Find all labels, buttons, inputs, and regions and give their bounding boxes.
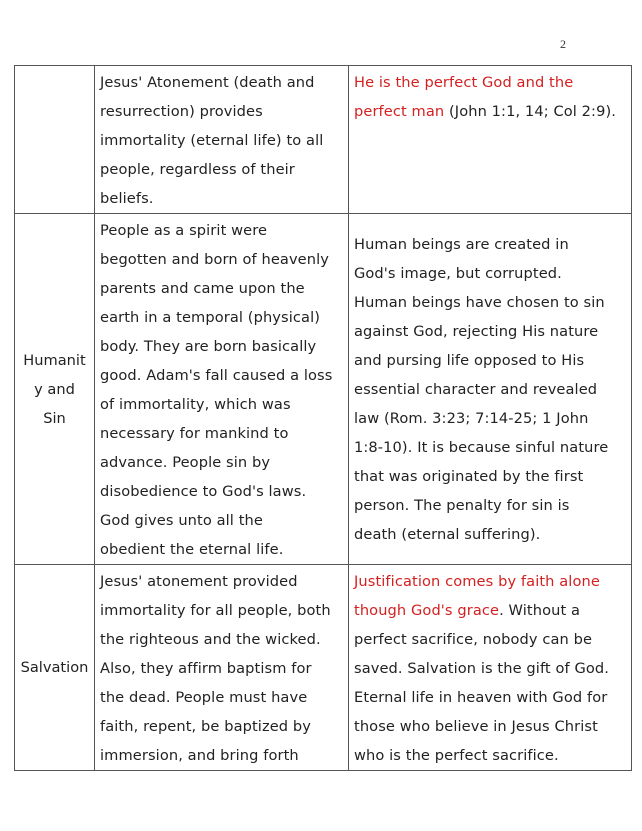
text-line: Human beings have chosen to sin [354,294,605,311]
category-label: Sin [43,409,66,427]
text-line: body. They are born basically [100,338,317,355]
text-line: people, regardless of their [100,161,295,178]
text-line: perfect sacrifice, nobody can be [354,631,593,648]
text-line: advance. People sin by [100,454,271,471]
highlighted-text: He is the perfect God and the [354,74,574,91]
text-line: person. The penalty for sin is [354,497,570,514]
text-line: People as a spirit were [100,222,268,239]
table-row-salvation [15,565,632,771]
text-line: begotten and born of heavenly [100,251,329,268]
category-cell-empty [15,66,95,214]
text-line: obedient the eternal life. [100,541,284,558]
text-line: who is the perfect sacrifice. [354,747,559,764]
christian-belief-cell [349,214,632,565]
text-line: faith, repent, be baptized by [100,718,312,735]
text-line: immersion, and bring forth [100,747,299,764]
category-label: Salvation [20,659,89,676]
lds-belief-cell [95,66,349,214]
text-line: those who believe in Jesus Christ [354,718,598,735]
text-line: . Without a [499,602,581,619]
text-line: Eternal life in heaven with God for [354,689,608,706]
text-line: and pursing life opposed to His [354,352,585,369]
category-cell [15,214,95,565]
text-line: 1:8-10). It is because sinful nature [354,439,609,456]
lds-belief-cell [95,214,349,565]
text-line: disobedience to God's laws. [100,483,307,500]
text-line: God's image, but corrupted. [354,265,562,282]
category-label: Humanit [23,351,86,369]
text-line: earth in a temporal (physical) [100,309,321,326]
highlighted-text: though God's grace [354,602,500,619]
text-line: of immortality, which was [100,396,291,413]
text-line: resurrection) provides [100,103,263,120]
text-line: parents and came upon the [100,280,305,297]
christian-belief-cell [349,66,632,214]
comparison-table [14,65,632,771]
category-label: y and [34,380,75,398]
text-line: God gives unto all the [100,512,263,529]
text-line: necessary for mankind to [100,425,289,442]
text-line: essential character and revealed [354,381,598,398]
text-line: immortality (eternal life) to all [100,132,324,149]
text-line: saved. Salvation is the gift of God. [354,660,610,677]
highlighted-text: perfect man [354,103,445,120]
page-number: 2 [560,37,566,51]
text-line: Human beings are created in [354,236,569,253]
text-line: Jesus' Atonement (death and [100,74,315,91]
table-row-atonement [15,66,632,214]
text-line: Also, they affirm baptism for [100,660,312,677]
text-line: the righteous and the wicked. [100,631,321,648]
text-line: that was originated by the first [354,468,584,485]
text-line: the dead. People must have [100,689,308,706]
christian-belief-cell [349,565,632,771]
category-cell [15,565,95,771]
text-line: immortality for all people, both [100,602,331,619]
text-line: death (eternal suffering). [354,526,541,543]
text-line: (John 1:1, 14; Col 2:9). [444,103,616,120]
text-line: against God, rejecting His nature [354,323,599,340]
text-line: Jesus' atonement provided [100,573,298,590]
table-row-humanity-and-sin [15,214,632,565]
text-line: beliefs. [100,190,154,207]
highlighted-text: Justification comes by faith alone [354,573,600,590]
text-line: law (Rom. 3:23; 7:14-25; 1 John [354,410,589,427]
text-line: good. Adam's fall caused a loss [100,367,333,384]
lds-belief-cell [95,565,349,771]
